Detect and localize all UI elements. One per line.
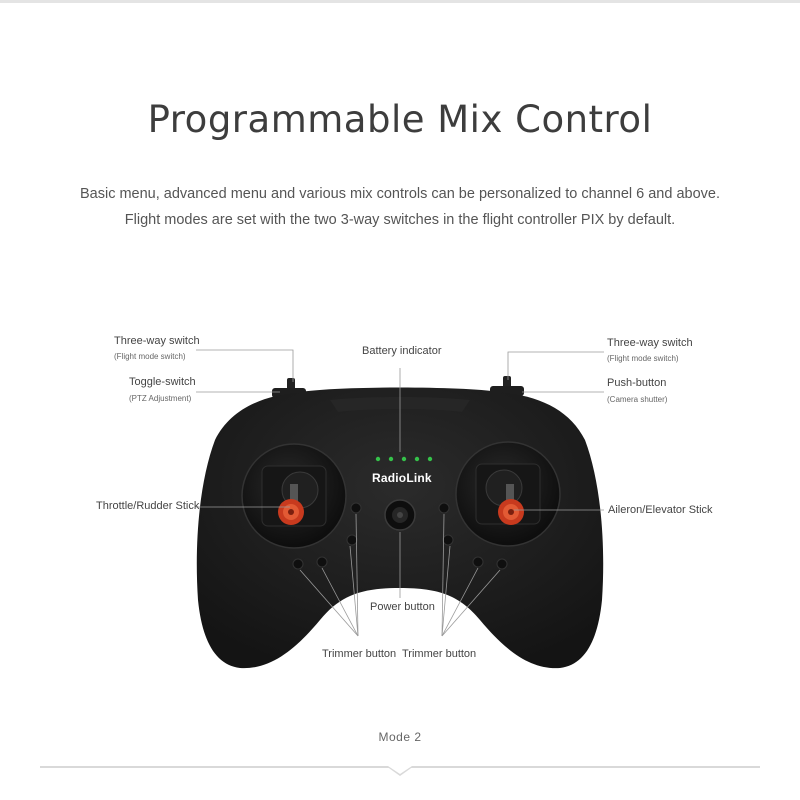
label-left-three-way-switch: Three-way switch (114, 335, 200, 347)
label-trimmer-button-left: Trimmer button (322, 648, 397, 660)
subtitle-line-2: Flight modes are set with the two 3-way switches in the flight controller PIX by default. (124, 212, 676, 228)
note-left-three-way-switch: (Flight mode switch) (114, 352, 186, 361)
note-push-button: (Camera shutter) (607, 395, 668, 404)
brand-logo: RadioLink (372, 471, 432, 485)
mode-label: Mode 2 (378, 730, 422, 744)
label-push-button: Push-button (607, 377, 667, 389)
note-toggle-switch: (PTZ Adjustment) (129, 394, 192, 403)
subtitle-line-1: Basic menu, advanced menu and various mix controls can be personalized to channel 6 and above. (79, 186, 720, 202)
power-button[interactable] (385, 500, 415, 530)
label-power-button: Power button (370, 601, 435, 613)
page-title: Programmable Mix Control (147, 98, 653, 141)
label-right-three-way-switch: Three-way switch (607, 337, 693, 349)
label-trimmer-button-right: Trimmer button (402, 648, 477, 660)
note-right-three-way-switch: (Flight mode switch) (607, 354, 679, 363)
caret-inner (388, 766, 412, 774)
label-toggle-switch: Toggle-switch (129, 376, 196, 388)
label-battery-indicator: Battery indicator (362, 345, 442, 357)
label-aileron-elevator-stick: Aileron/Elevator Stick (608, 504, 713, 516)
label-throttle-rudder-stick: Throttle/Rudder Stick (96, 500, 200, 512)
